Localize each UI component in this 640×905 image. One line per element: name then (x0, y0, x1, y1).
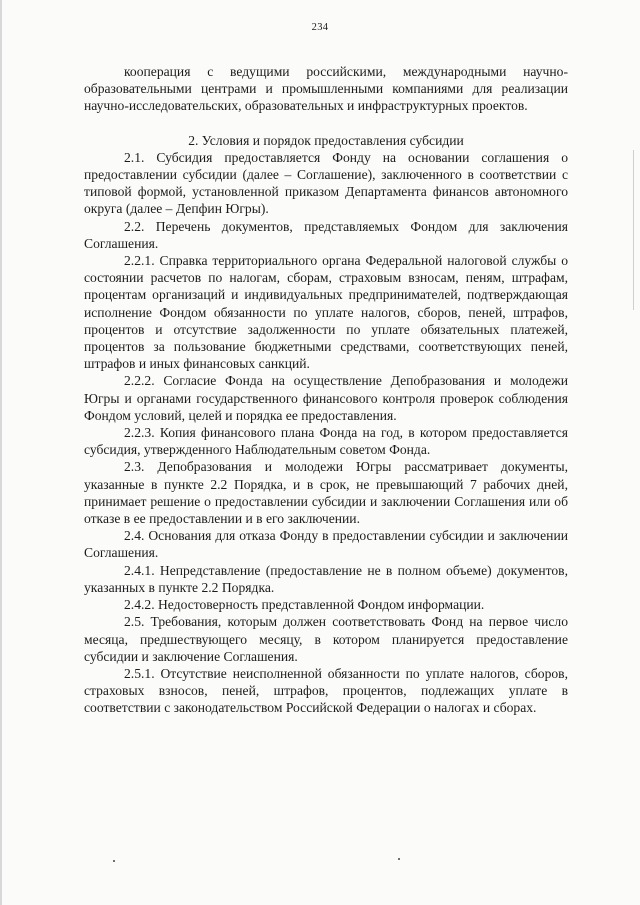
clause-2-2-3: 2.2.3. Копия финансового плана Фонда на год, в котором предоставляется субсидия, утвержденного Наблюдательным советом Фонда. (84, 425, 568, 458)
scan-speck (398, 858, 400, 860)
clause-2-4-1: 2.4.1. Непредставление (предоставление не в полном объеме) документов, указанных в пункте 2.2 Порядка. (84, 562, 568, 595)
clause-2-5: 2.5. Требования, которым должен соответствовать Фонд на первое число месяца, предшествующего месяцу, в котором планируется предоставление субсидии и заключение Соглашения. (84, 614, 568, 664)
scan-speck (113, 860, 115, 862)
clause-2-5-1: 2.5.1. Отсутствие неисполненной обязанности по уплате налогов, сборов, страховых взносов, пеней, штрафов, процентов, подлежащих уплате в соответствии с законодательством Российской Федерации о налогах и сборах. (84, 665, 568, 716)
scan-edge-left (0, 0, 2, 905)
clause-2-1: 2.1. Субсидия предоставляется Фонду на основании соглашения о предоставлении субсидии (далее – Соглашение), заключенного в соответствии с типовой формой, установленной приказом Департамента финансов автономного округа (далее – Депфин Югры). (84, 149, 568, 217)
clause-2-2: 2.2. Перечень документов, представляемых Фондом для заключения Соглашения. (84, 218, 568, 251)
section-heading: 2. Условия и порядок предоставления субсидии (188, 132, 464, 148)
intro-paragraph: кооперация с ведущими российскими, международными научно-образовательными центрами и промышленными компаниями для реализации научно-исследовательских, образовательных и инфраструктурных проектов. (84, 64, 568, 114)
clause-2-2-2: 2.2.2. Согласие Фонда на осуществление Депобразования и молодежи Югры и органами государственного финансового контроля проверок соблюдения Фондом условий, целей и порядка ее предоставления. (84, 373, 568, 423)
document-body (84, 63, 568, 717)
clause-2-4: 2.4. Основания для отказа Фонду в предоставлении субсидии и заключении Соглашения. (84, 528, 568, 561)
clause-2-4-2: 2.4.2. Недостоверность представленной Фондом информации. (124, 597, 485, 613)
clause-2-2-1: 2.2.1. Справка территориального органа Федеральной налоговой службы о состоянии расчетов по налогам, сборам, страховым взносам, пеням, штрафам, процентам организаций и индивидуальных предпринимателей, подтверждающая исполнение Фондом обязанности по уплате налогов, сборов, пеней, штрафов, процентов и отсутствие задолженности по уплате обязательных платежей, процентов за пользование бюджетными средствами, соответствующих пеней, штрафов и иных финансовых санкций. (84, 253, 568, 372)
scan-edge-right (633, 150, 634, 310)
page-number: 234 (311, 22, 329, 33)
clause-2-3: 2.3. Депобразования и молодежи Югры рассматривает документы, указанные в пункте 2.2 Порядка, и в срок, не превышающий 7 рабочих дней, принимает решение о предоставлении субсидии и заключении Соглашения или об отказе в ее предоставлении и в его заключении. (84, 459, 568, 527)
